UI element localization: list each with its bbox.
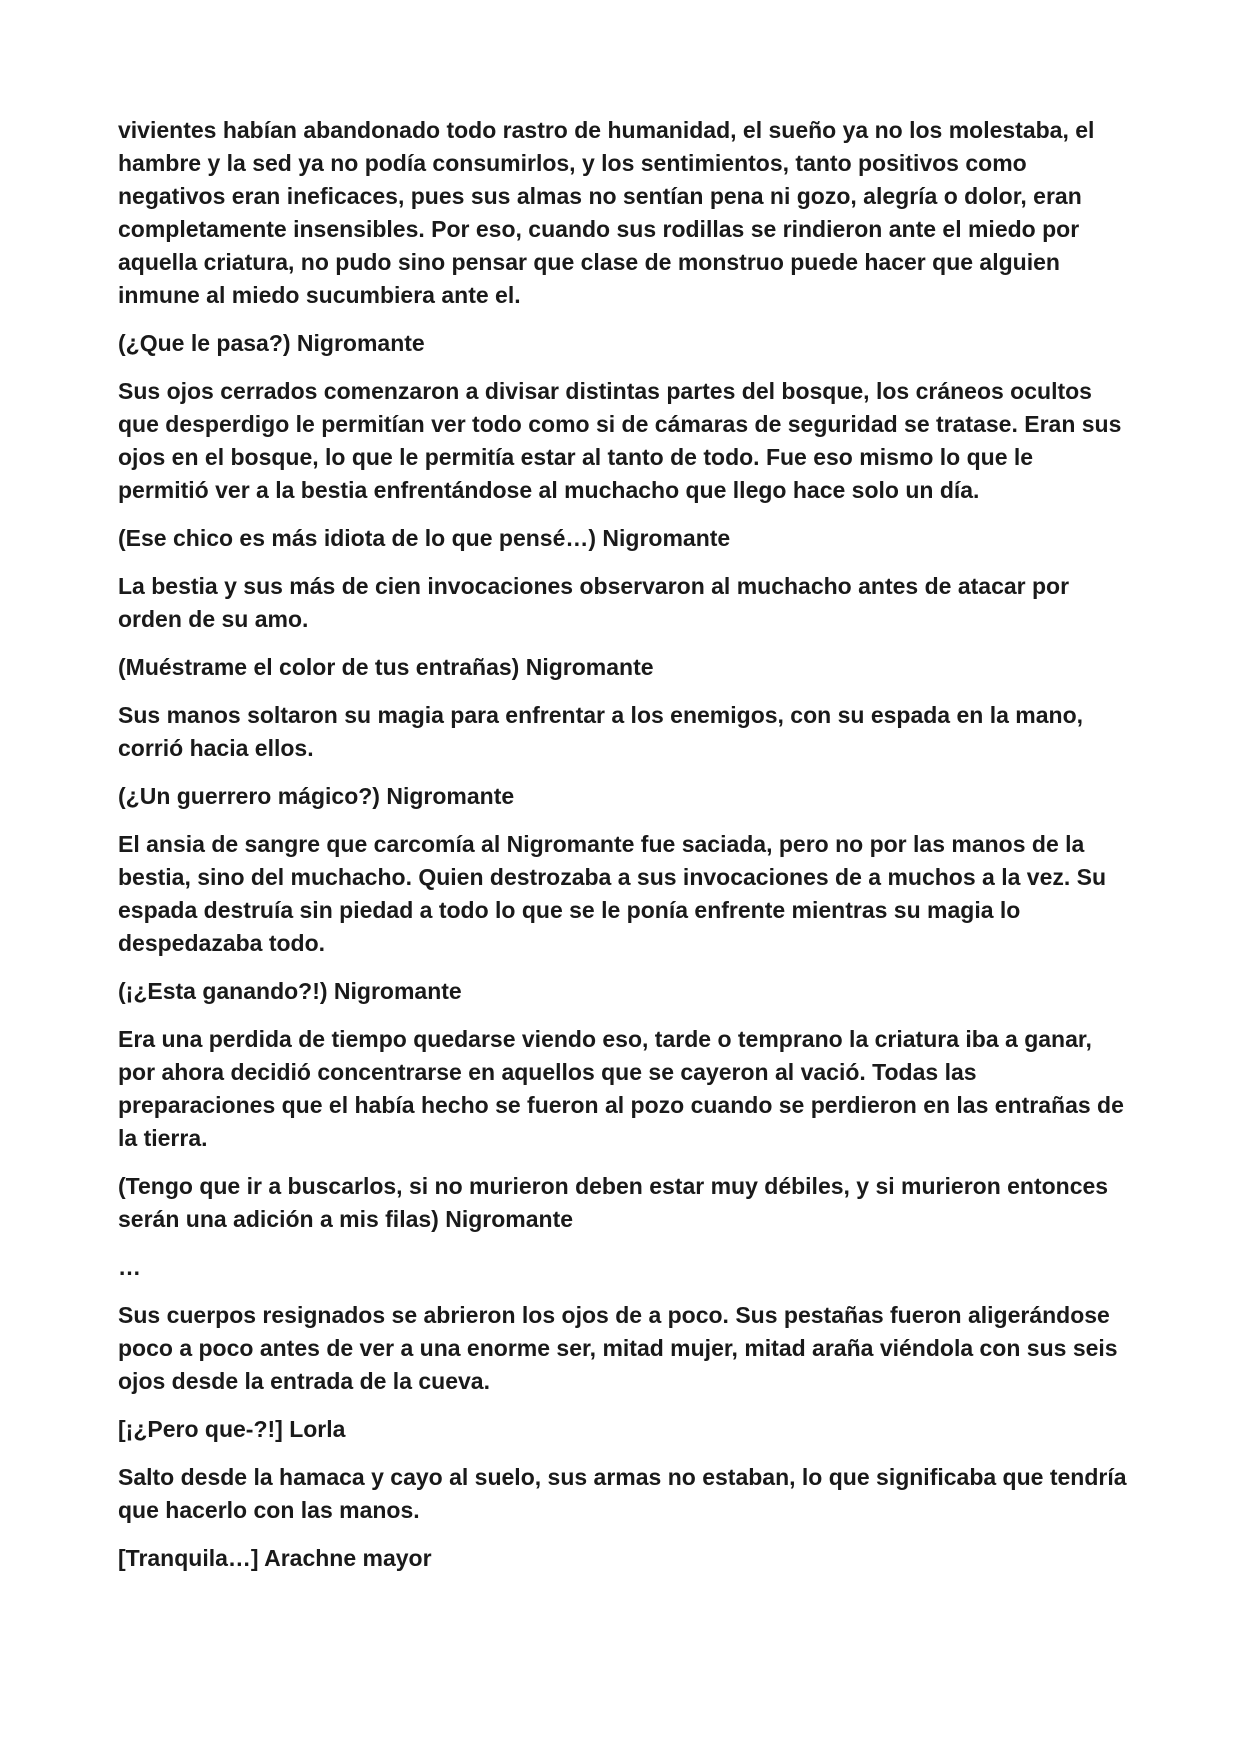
narrative-paragraph: Sus cuerpos resignados se abrieron los ojos de a poco. Sus pestañas fueron aligerándose poco a poco antes de ver a una enorme ser, mitad mujer, mitad araña viéndola con sus seis ojos desde la entrada de la cueva. [118,1302,1118,1394]
narrative-paragraph: Sus ojos cerrados comenzaron a divisar distintas partes del bosque, los cráneos ocultos que desperdigo le permitían ver todo como si de cámaras de seguridad se tratase. Eran sus ojos en el bosque, lo que le permitía estar al tanto de todo. Fue eso mismo lo que le permitió ver a la bestia enfrentándose al muchacho que llego hace solo un día. [118,378,1122,503]
dialogue-line: (Tengo que ir a buscarlos, si no murieron deben estar muy débiles, y si murieron entonces serán una adición a mis filas) Nigromante [118,1173,1109,1232]
narrative-paragraph: vivientes habían abandonado todo rastro de humanidad, el sueño ya no los molestaba, el hambre y la sed ya no podía consumirlos, y los sentimientos, tanto positivos como negativos eran ineficaces, pues sus almas no sentían pena ni gozo, alegría o dolor, eran completamente insensibles. Por eso, cuando sus rodillas se rindieron ante el miedo por aquella criatura, no pudo sino pensar que clase de monstruo puede hacer que alguien inmune al miedo sucumbiera ante el. [118,117,1095,308]
dialogue-line: [Tranquila…] Arachne mayor [118,1545,432,1571]
dialogue-line: (¿Que le pasa?) Nigromante [118,330,425,356]
scene-break: … [118,1254,141,1280]
dialogue-line: (Muéstrame el color de tus entrañas) Nigromante [118,654,654,680]
narrative-paragraph: Era una perdida de tiempo quedarse viendo eso, tarde o temprano la criatura iba a ganar, por ahora decidió concentrarse en aquellos que se cayeron al vació. Todas las preparaciones que el había hecho se fueron al pozo cuando se perdieron en las entrañas de la tierra. [118,1026,1124,1151]
dialogue-line: [¡¿Pero que-?!] Lorla [118,1416,346,1442]
narrative-paragraph: El ansia de sangre que carcomía al Nigromante fue saciada, pero no por las manos de la bestia, sino del muchacho. Quien destrozaba a sus invocaciones de a muchos a la vez. Su espada destruía sin piedad a todo lo que se le ponía enfrente mientras su magia lo despedazaba todo. [118,831,1107,956]
dialogue-line: (¿Un guerrero mágico?) Nigromante [118,783,515,809]
narrative-paragraph: Salto desde la hamaca y cayo al suelo, sus armas no estaban, lo que significaba que tendría que hacerlo con las manos. [118,1464,1127,1523]
narrative-paragraph: Sus manos soltaron su magia para enfrentar a los enemigos, con su espada en la mano, corrió hacia ellos. [118,702,1084,761]
dialogue-line: (Ese chico es más idiota de lo que pensé…) Nigromante [118,525,731,551]
dialogue-line: (¡¿Esta ganando?!) Nigromante [118,978,462,1004]
narrative-paragraph: La bestia y sus más de cien invocaciones observaron al muchacho antes de atacar por orden de su amo. [118,573,1070,632]
document-body [118,114,1128,1590]
